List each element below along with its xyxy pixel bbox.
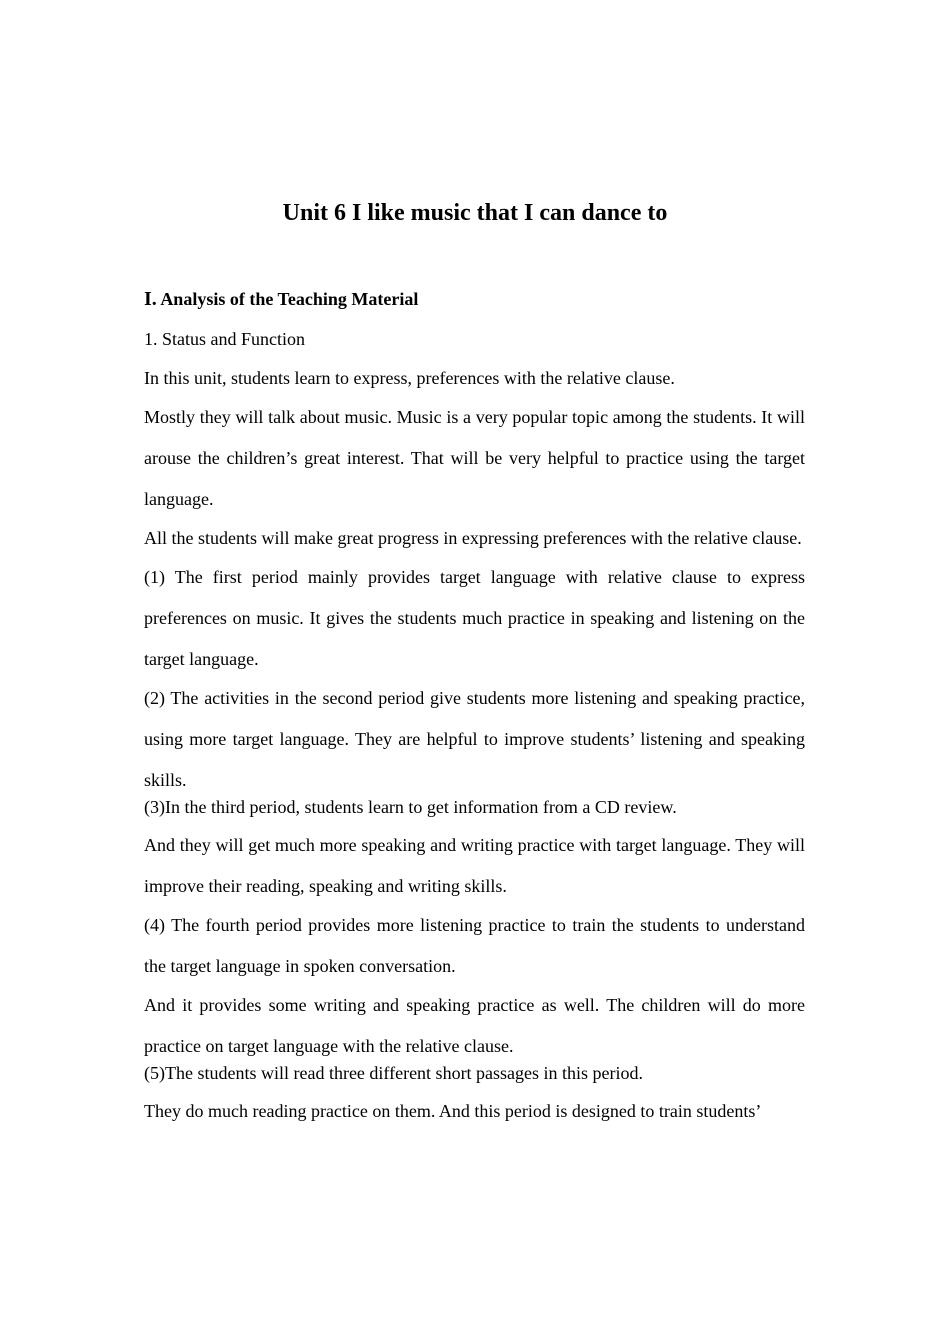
document-body [144,325,805,1132]
paragraph-intro: In this unit, students learn to express, preferences with the relative clause. [144,368,675,388]
section-heading-text: Analysis of the Teaching Material [160,289,419,309]
page-title: Unit 6 I like music that I can dance to [282,200,668,226]
paragraph-progress: All the students will make great progress in expressing preferences with the relative clause. [144,528,802,548]
paragraph-period-4-detail: And it provides some writing and speaking practice as well. The children will do more practice on target language with the relative clause. [144,995,805,1056]
subheading: 1. Status and Function [144,329,305,349]
paragraph-period-4: (4) The fourth period provides more listening practice to train the students to understand the target language in spoken conversation. [144,915,805,976]
paragraph-period-5: (5)The students will read three different short passages in this period. [144,1063,644,1083]
section-numeral: I. [144,288,157,310]
paragraph-period-3-detail: And they will get much more speaking and writing practice with target language. They will improve their reading, speaking and writing skills. [144,835,805,896]
paragraph-period-2: (2) The activities in the second period give students more listening and speaking practice, using more target language. They are helpful to improve students’ listening and speaking skills. [144,688,805,790]
paragraph-period-3: (3)In the third period, students learn to get information from a CD review. [144,797,677,817]
section-heading [144,286,418,312]
paragraph-music: Mostly they will talk about music. Music is a very popular topic among the students. It will arouse the children’s great interest. That will be very helpful to practice using the target language. [144,407,805,509]
paragraph-period-1: (1) The first period mainly provides target language with relative clause to express preferences on music. It gives the students much practice in speaking and listening on the target language. [144,567,805,669]
paragraph-period-5-detail: They do much reading practice on them. And this period is designed to train students’ [144,1101,762,1121]
